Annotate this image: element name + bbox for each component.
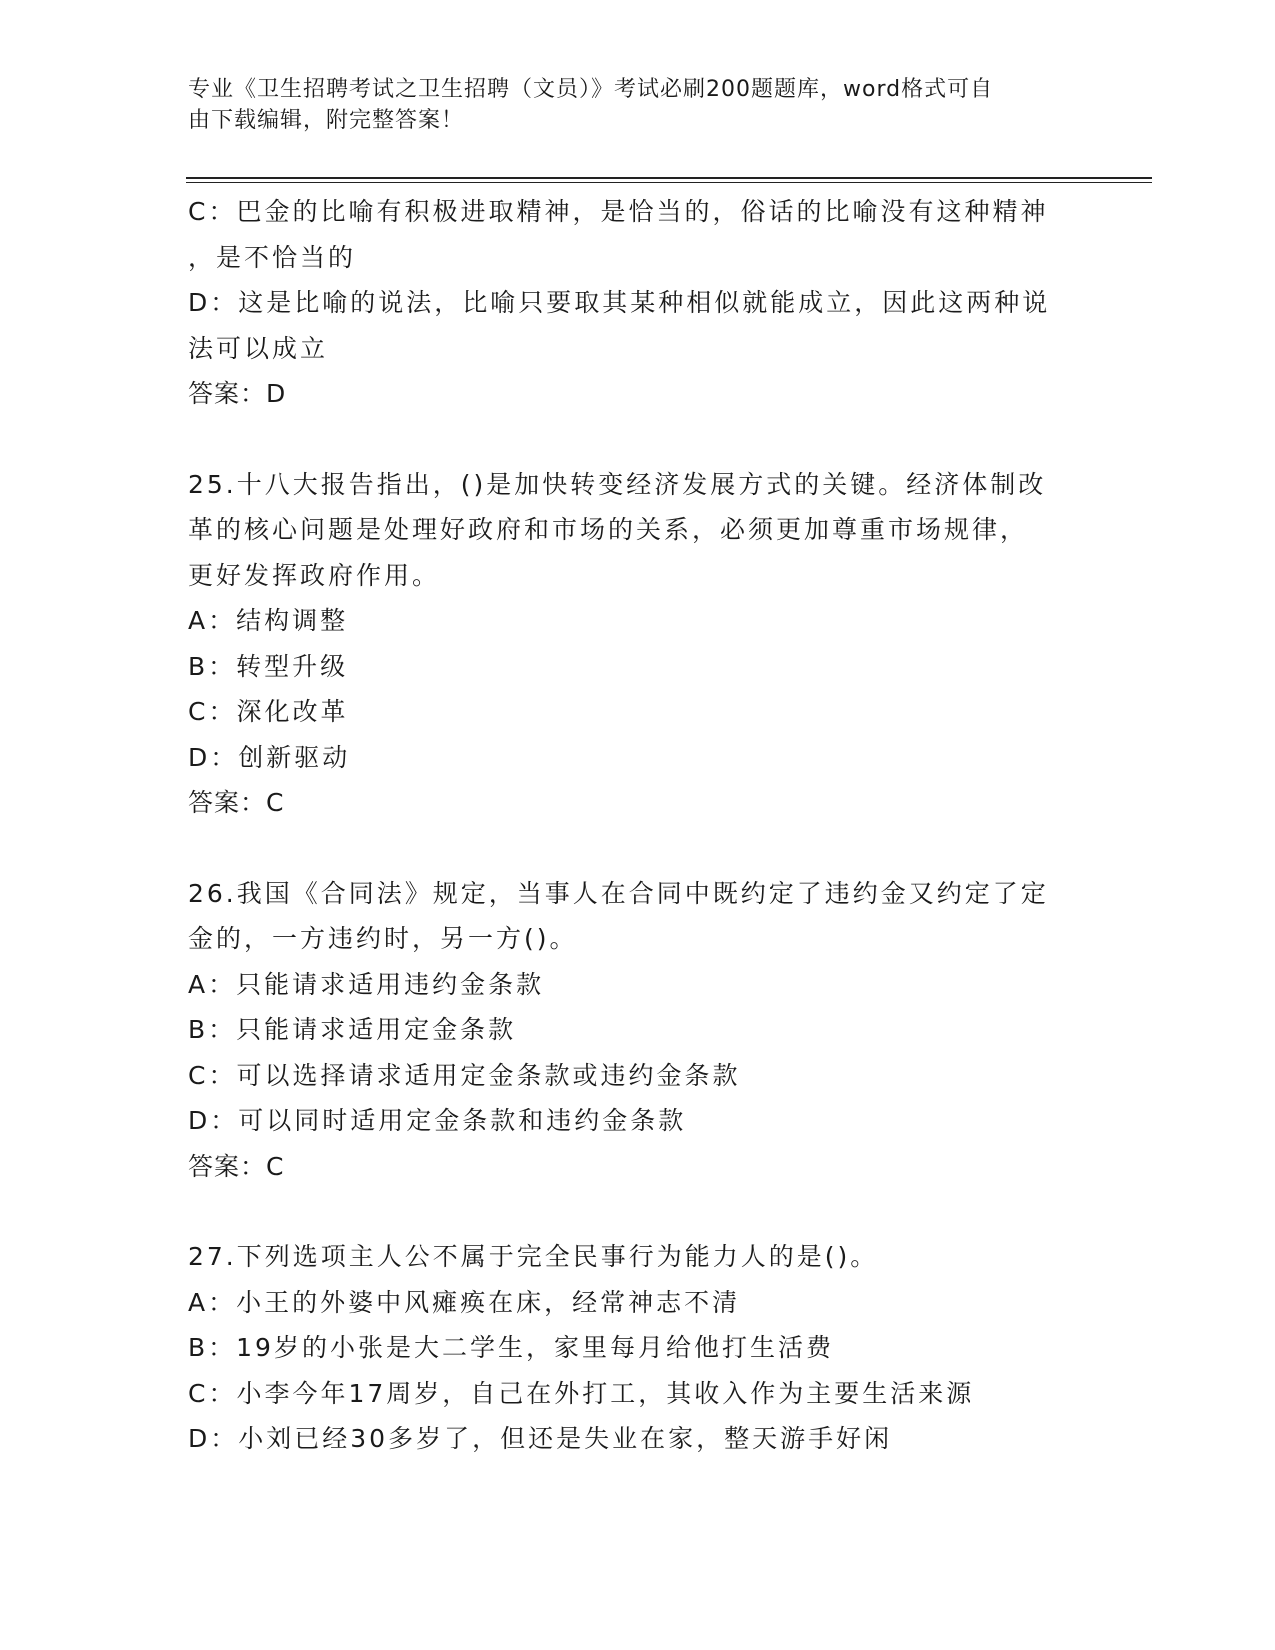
header-rule-thin [186, 182, 1152, 183]
option-b: B：转型升级 [188, 651, 349, 681]
spacer [188, 826, 1078, 871]
spacer [188, 1189, 1078, 1234]
option-d-line-1: D：这是比喻的说法，比喻只要取其某种相似就能成立，因此这两种说 [188, 288, 1051, 317]
option-b: B：19岁的小张是大二学生，家里每月给他打生活费 [188, 1333, 834, 1362]
question-stem-line-3: 更好发挥政府作用。 [188, 560, 441, 590]
header-line-1: 专业《卫生招聘考试之卫生招聘（文员）》考试必刷200题题库，word格式可自 [188, 77, 994, 102]
option-a: A：结构调整 [188, 606, 349, 635]
question-stem-line-1: 25.十八大报告指出，()是加快转变经济发展方式的关键。经济体制改 [188, 469, 1047, 499]
answer-label: 答案：C [188, 788, 285, 817]
header-line-2: 由下载编辑，附完整答案！ [188, 108, 465, 133]
answer-label: 答案：D [188, 379, 287, 408]
header-rule-thick [186, 177, 1152, 179]
option-c: C：深化改革 [188, 697, 349, 726]
option-b: B：只能请求适用定金条款 [188, 1015, 517, 1044]
option-d: D：创新驱动 [188, 742, 351, 772]
option-c-line-2: ，是不恰当的 [188, 242, 357, 272]
option-d: D：可以同时适用定金条款和违约金条款 [188, 1106, 687, 1135]
question-25 [188, 462, 1078, 826]
option-c: C：小李今年17周岁，自己在外打工，其收入作为主要生活来源 [188, 1378, 975, 1408]
option-a: A：只能请求适用违约金条款 [188, 969, 545, 999]
spacer [188, 417, 1078, 462]
option-d-line-2: 法可以成立 [188, 333, 329, 363]
question-stem-line-1: 27.下列选项主人公不属于完全民事行为能力人的是()。 [188, 1242, 879, 1271]
question-stem-line-2: 金的，一方违约时，另一方()。 [188, 924, 578, 953]
question-stem-line-1: 26.我国《合同法》规定，当事人在合同中既约定了违约金又约定了定 [188, 878, 1049, 908]
option-d: D：小刘已经30多岁了，但还是失业在家，整天游手好闲 [188, 1424, 893, 1453]
question-27 [188, 1234, 1078, 1462]
question-stem-line-2: 革的核心问题是处理好政府和市场的关系，必须更加尊重市场规律， [188, 515, 1029, 544]
option-c: C：可以选择请求适用定金条款或违约金条款 [188, 1060, 741, 1090]
question-24-tail [188, 189, 1078, 417]
option-c-line-1: C：巴金的比喻有积极进取精神，是恰当的，俗话的比喻没有这种精神 [188, 197, 1049, 226]
answer-label: 答案：C [188, 1151, 285, 1181]
question-26 [188, 871, 1078, 1190]
page-header [188, 74, 1078, 136]
option-a: A：小王的外婆中风瘫痪在床，经常神志不清 [188, 1287, 741, 1317]
question-content [188, 189, 1078, 1462]
